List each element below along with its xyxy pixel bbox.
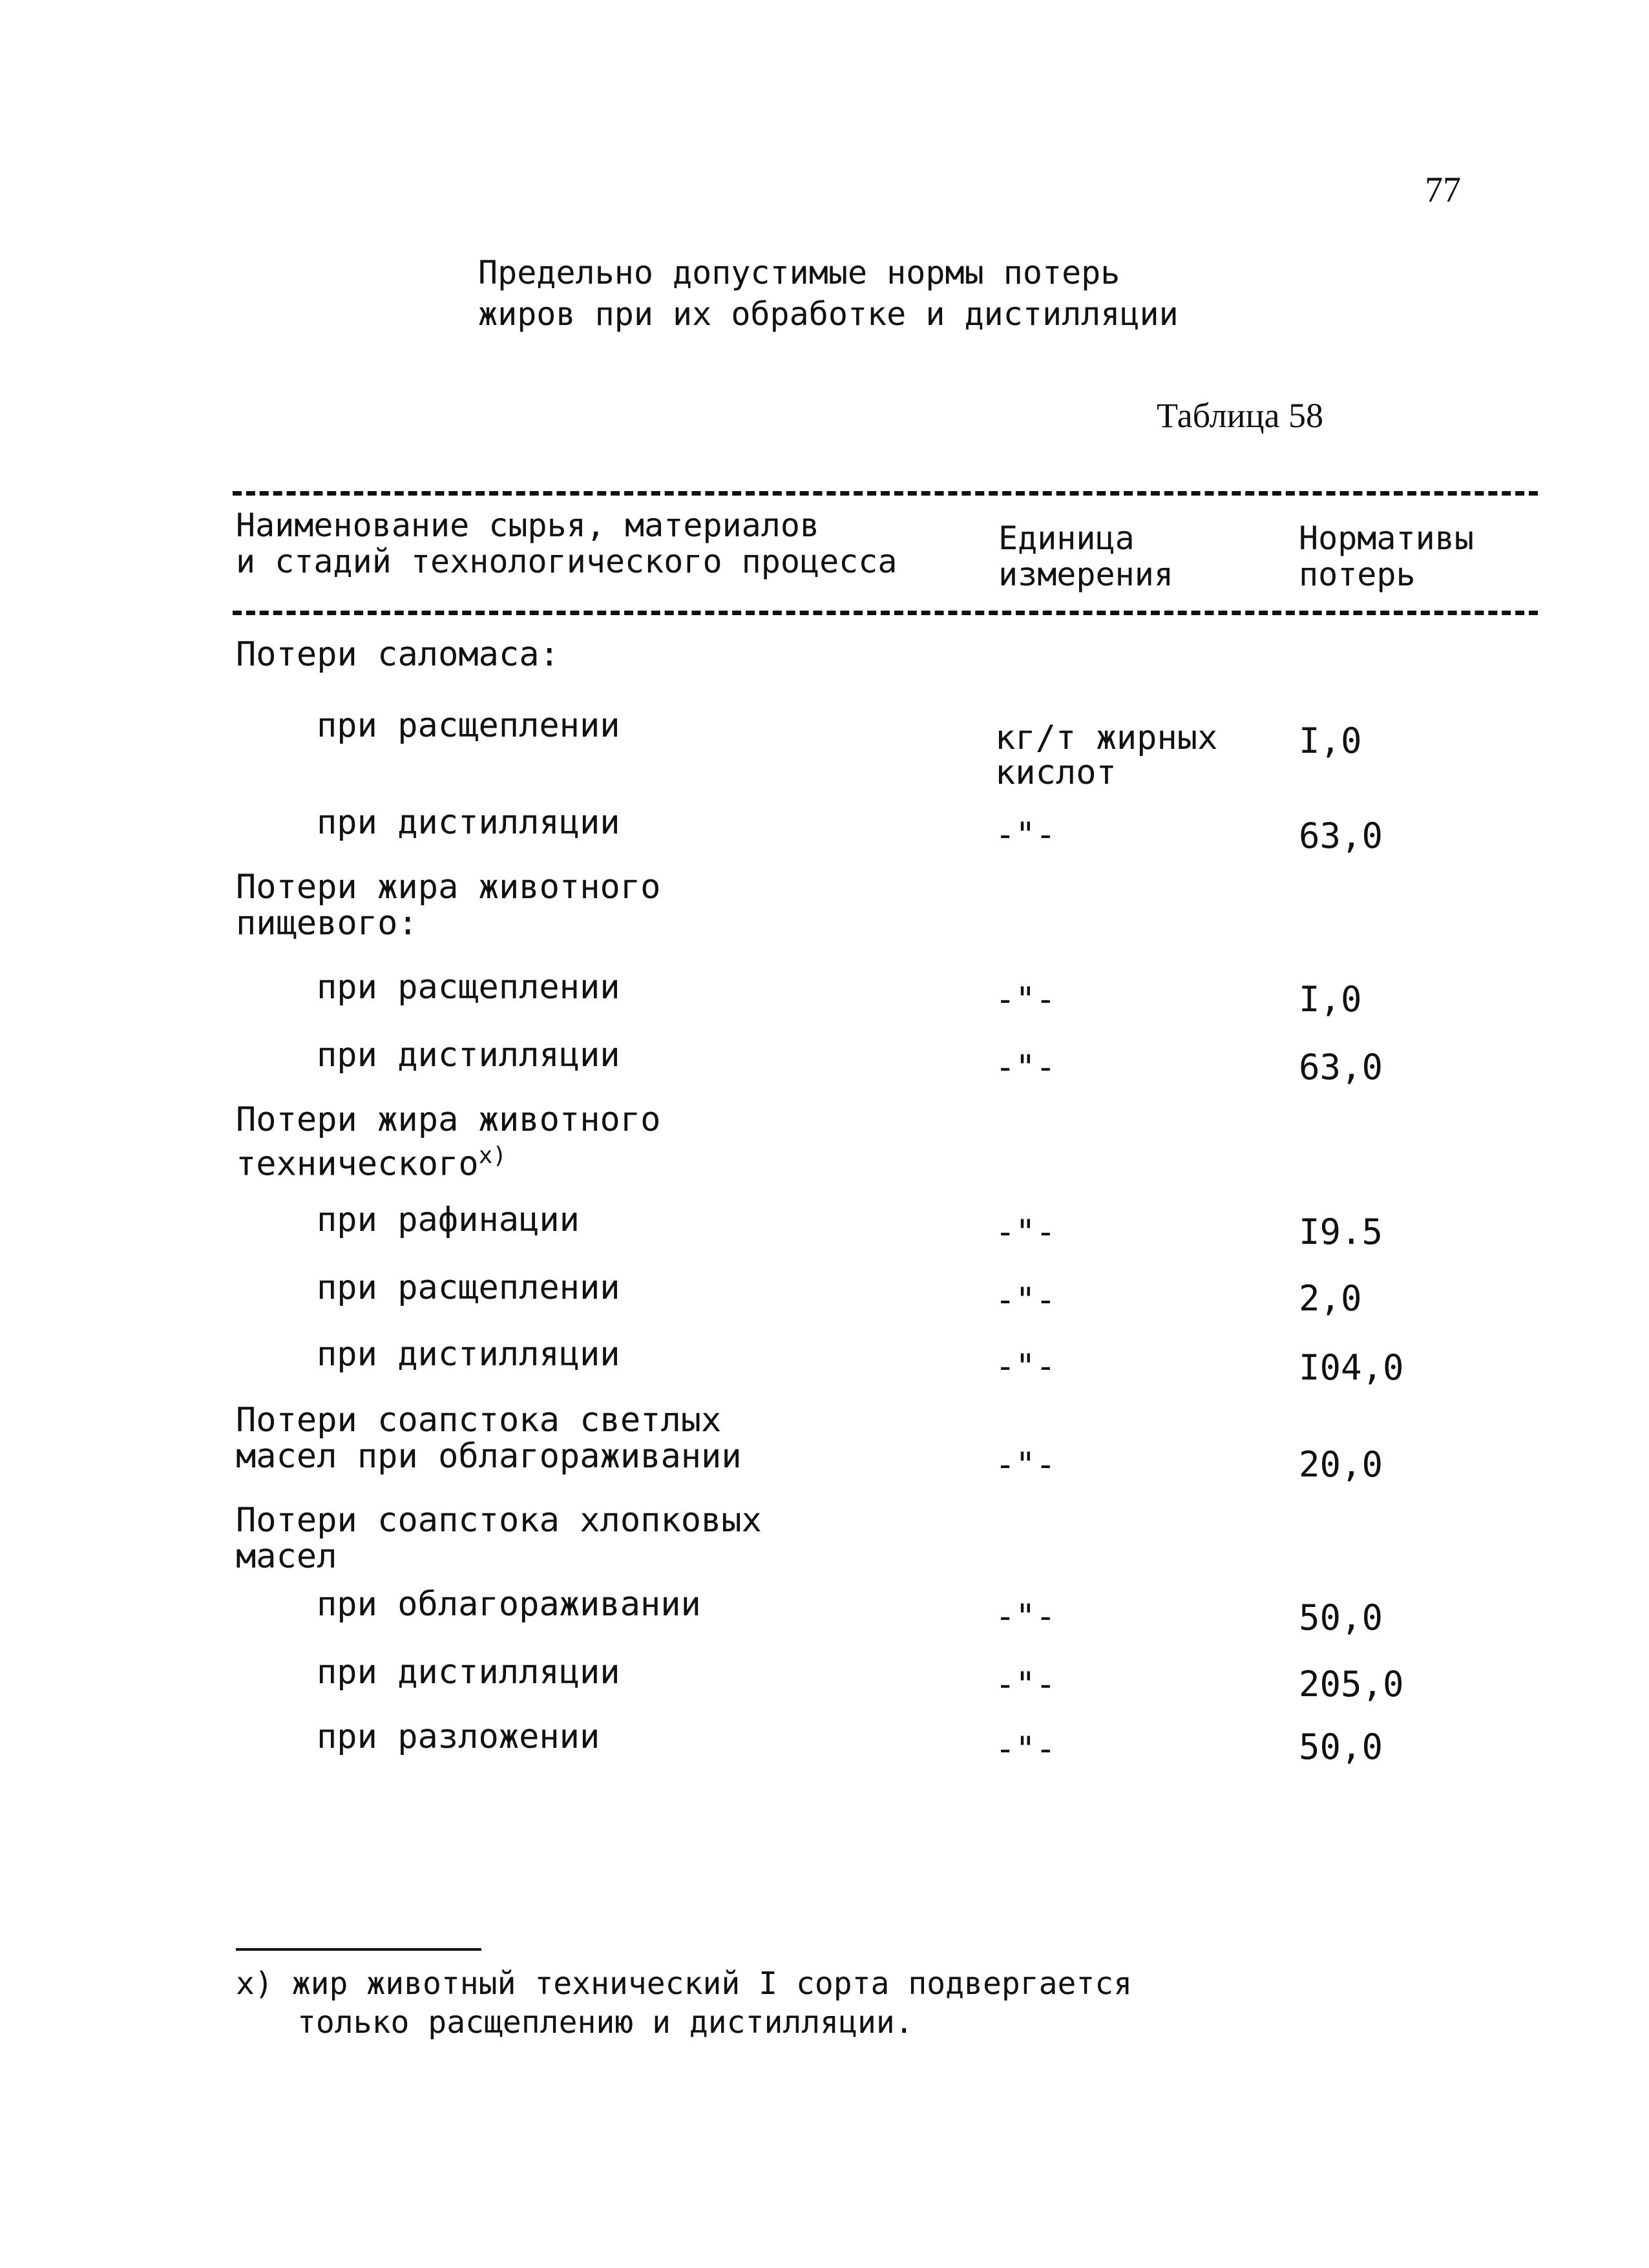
table-row-value: I9.5 bbox=[1299, 1212, 1383, 1252]
table-row-unit: -"- bbox=[995, 815, 1056, 854]
table-row-unit: -"- bbox=[995, 1445, 1056, 1484]
table-row-label: при расщеплении bbox=[317, 1268, 620, 1307]
table-row-label: при разложении bbox=[317, 1717, 600, 1756]
table-row-label bbox=[236, 1402, 742, 1475]
table-row-label: при расщеплении bbox=[317, 968, 620, 1007]
table-row-label bbox=[236, 869, 660, 941]
table-row-label: при дистилляции bbox=[317, 803, 620, 842]
table-row-label: при расщеплении bbox=[317, 706, 620, 745]
table-row-unit: -"- bbox=[995, 1597, 1056, 1636]
table-row-value: 205,0 bbox=[1299, 1664, 1404, 1705]
table-row-label: Потери саломаса: bbox=[236, 635, 560, 674]
footnote-line-1: х) жир животный технический I сорта подвергается bbox=[236, 1966, 1133, 2002]
header-bottom-rule bbox=[233, 611, 1538, 615]
table-row-label: при дистилляции bbox=[317, 1653, 620, 1692]
table-row-label-line-1: Потери соапстока хлопковых bbox=[236, 1501, 762, 1540]
table-row-label: при рафинации bbox=[317, 1201, 580, 1239]
page-number: 77 bbox=[1425, 170, 1461, 210]
header-name-line-2: и стадий технологического процесса bbox=[236, 543, 898, 580]
table-label: Таблица 58 bbox=[1157, 396, 1323, 435]
page-title bbox=[478, 252, 1179, 335]
footnote-line-2: только расщеплению и дистилляции. bbox=[297, 2004, 914, 2041]
table-row-unit: -"- bbox=[995, 980, 1056, 1019]
table-row-unit bbox=[995, 720, 1217, 790]
table-row-unit-line-1: кг/т жирных bbox=[995, 719, 1218, 757]
table-row-unit: -"- bbox=[995, 1730, 1056, 1769]
table-row-value: 63,0 bbox=[1299, 1047, 1383, 1087]
footnote-rule bbox=[236, 1948, 481, 1951]
table-row-unit: -"- bbox=[995, 1665, 1056, 1704]
table-row-value: I,0 bbox=[1299, 720, 1362, 761]
table-row-label bbox=[236, 1102, 660, 1182]
header-unit bbox=[998, 520, 1173, 593]
table-row-unit: -"- bbox=[995, 1281, 1056, 1319]
header-norm-line-1: Нормативы bbox=[1299, 520, 1474, 557]
table-row-unit-line-2: кислот bbox=[995, 753, 1117, 792]
header-norm-line-2: потерь bbox=[1299, 556, 1416, 593]
table-row-label-line-2: пищевого: bbox=[236, 904, 418, 943]
table-row-value: I,0 bbox=[1299, 979, 1362, 1020]
table-row-label: при дистилляции bbox=[317, 1335, 620, 1374]
table-top-rule bbox=[233, 491, 1538, 496]
header-unit-line-1: Единица bbox=[998, 520, 1135, 557]
table-row-label-line-2: масел bbox=[236, 1537, 337, 1576]
table-row-unit: -"- bbox=[995, 1048, 1056, 1087]
table-row-label-line-1: Потери соапстока светлых bbox=[236, 1401, 722, 1440]
table-row-label-line-2-wrap bbox=[236, 1138, 660, 1182]
table-row-label: при дистилляции bbox=[317, 1036, 620, 1075]
table-row-label-line-2: масел при облагораживании bbox=[236, 1437, 742, 1476]
header-name bbox=[236, 507, 898, 580]
table-row-value: 2,0 bbox=[1299, 1278, 1362, 1319]
table-row-label bbox=[236, 1502, 762, 1575]
table-row-label-line-1: Потери жира животного bbox=[236, 868, 661, 907]
title-line-2: жиров при их обработке и дистилляции bbox=[478, 295, 1179, 333]
table-row-value: I04,0 bbox=[1299, 1347, 1404, 1388]
table-row-value: 63,0 bbox=[1299, 815, 1383, 856]
header-name-line-1: Наименование сырья, материалов bbox=[236, 507, 820, 544]
table-row-label-line-2: технического bbox=[236, 1144, 479, 1184]
table-row-value: 50,0 bbox=[1299, 1727, 1383, 1767]
table-row-unit: -"- bbox=[995, 1347, 1056, 1386]
header-unit-line-2: измерения bbox=[998, 556, 1173, 593]
table-row-value: 20,0 bbox=[1299, 1444, 1383, 1485]
table-row-value: 50,0 bbox=[1299, 1597, 1383, 1638]
table-row-label: при облагораживании bbox=[317, 1585, 701, 1624]
table-row-unit: -"- bbox=[995, 1213, 1056, 1252]
table-row-label-line-1: Потери жира животного bbox=[236, 1100, 661, 1139]
footnote-marker: х) bbox=[478, 1142, 507, 1169]
title-line-1: Предельно допустимые нормы потерь bbox=[478, 254, 1120, 291]
header-norm bbox=[1299, 520, 1474, 593]
